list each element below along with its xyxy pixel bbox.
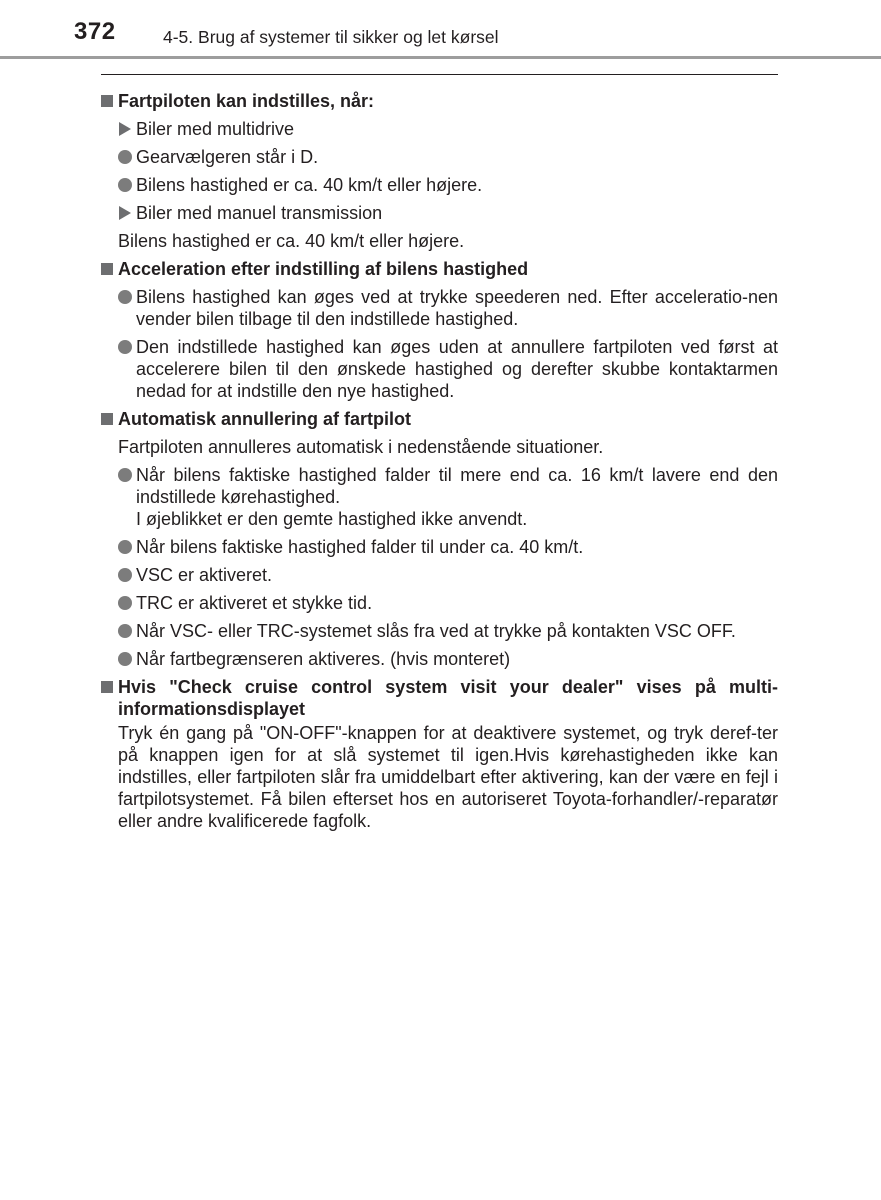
list-item-text: TRC er aktiveret et stykke tid. — [136, 593, 373, 613]
circle-bullet-icon — [118, 150, 132, 164]
page-number: 372 — [74, 18, 116, 45]
list-item-text: Når bilens faktiske hastighed falder til under ca. 40 km/t. — [136, 537, 584, 557]
sub-label-text: Biler med manuel transmission — [136, 203, 383, 223]
list-item-text: Gearvælgeren står i D. — [136, 147, 319, 167]
circle-bullet-icon — [118, 596, 132, 610]
list-item-text: Bilens hastighed kan øges ved at trykke speederen ned. Efter acceleratio-nen vender bilen tilbage til den indstillede hastighed. — [136, 287, 778, 329]
list-item-note: I øjeblikket er den gemte hastighed ikke anvendt. — [136, 509, 528, 529]
circle-bullet-icon — [118, 340, 132, 354]
circle-bullet-icon — [118, 290, 132, 304]
page-content — [101, 84, 778, 832]
heading-text: Fartpiloten kan indstilles, når: — [118, 91, 375, 111]
paragraph: Fartpiloten annulleres automatisk i nedenstående situationer. — [118, 437, 604, 457]
triangle-bullet-icon — [119, 206, 131, 220]
heading-text: Automatisk annullering af fartpilot — [118, 409, 412, 429]
list-item-text: Bilens hastighed er ca. 40 km/t eller højere. — [136, 175, 483, 195]
circle-bullet-icon — [118, 624, 132, 638]
heading-text: Hvis "Check cruise control system visit your dealer" vises på multi-informationsdisplayet — [118, 677, 778, 719]
heading-cruise-conditions — [101, 90, 778, 112]
square-bullet-icon — [101, 413, 113, 425]
square-bullet-icon — [101, 95, 113, 107]
list-item — [101, 174, 778, 196]
heading-text: Acceleration efter indstilling af bilens hastighed — [118, 259, 529, 279]
circle-bullet-icon — [118, 568, 132, 582]
list-item-text: Den indstillede hastighed kan øges uden at annullere fartpiloten ved først at accelerere bilen til den ønskede hastighed og derefter skubbe kontaktarmen nedad for at indstille den nye hastighed. — [136, 337, 778, 401]
list-item-text: VSC er aktiveret. — [136, 565, 273, 585]
list-item — [101, 464, 778, 530]
list-item-text: Når VSC- eller TRC-systemet slås fra ved at trykke på kontakten VSC OFF. — [136, 621, 736, 641]
paragraph: Tryk én gang på "ON-OFF"-knappen for at deaktivere systemet, og tryk deref-ter på knappen igen for at slå systemet til igen.Hvis kørehastigheden ikke kan indstilles, eller fartpiloten slår fra umiddelbart efter aktivering, kan der være en fejl i fartpilotsystemet. Få bilen efterset hos en autoriseret Toyota-forhandler/-reparatør eller andre kvalificerede fagfolk. — [118, 723, 778, 831]
circle-bullet-icon — [118, 652, 132, 666]
header-rule — [0, 56, 881, 59]
heading-auto-cancel — [101, 408, 778, 430]
list-item — [101, 648, 778, 670]
list-item-text: Når bilens faktiske hastighed falder til mere end ca. 16 km/t lavere end den indstillede kørehastighed. — [136, 465, 778, 507]
sub-label-text: Biler med multidrive — [136, 119, 295, 139]
list-item — [101, 336, 778, 402]
circle-bullet-icon — [118, 468, 132, 482]
list-item — [101, 620, 778, 642]
heading-check-message — [101, 676, 778, 720]
square-bullet-icon — [101, 681, 113, 693]
list-item — [101, 146, 778, 168]
triangle-bullet-icon — [119, 122, 131, 136]
circle-bullet-icon — [118, 540, 132, 554]
section-title: 4-5. Brug af systemer til sikker og let kørsel — [163, 27, 499, 47]
list-item — [101, 564, 778, 586]
top-rule — [101, 74, 778, 75]
heading-acceleration — [101, 258, 778, 280]
list-item — [101, 592, 778, 614]
paragraph: Bilens hastighed er ca. 40 km/t eller højere. — [118, 231, 465, 251]
list-item — [101, 286, 778, 330]
circle-bullet-icon — [118, 178, 132, 192]
list-item-text: Når fartbegrænseren aktiveres. (hvis monteret) — [136, 649, 511, 669]
sub-label-multidrive — [101, 118, 778, 140]
sub-label-manual — [101, 202, 778, 224]
square-bullet-icon — [101, 263, 113, 275]
list-item — [101, 536, 778, 558]
